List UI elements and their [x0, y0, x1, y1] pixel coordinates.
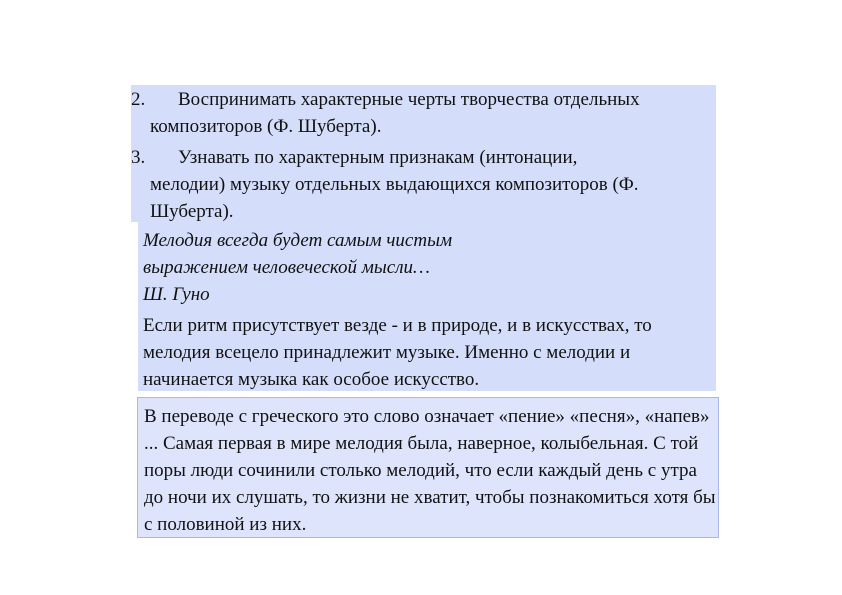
list-item-text-first-line: Воспринимать характерные черты творчества отдельных [178, 89, 640, 110]
list-item-text-continuation: мелодии) музыку отдельных выдающихся композиторов (Ф. Шуберта). [150, 174, 639, 222]
list-number: 2. [131, 89, 146, 110]
list-item-text-continuation: композиторов (Ф. Шуберта). [150, 116, 382, 137]
list-number: 3. [131, 147, 146, 168]
quote-section [138, 222, 716, 391]
melody-paragraph: Если ритм присутствует везде - и в природе, и в искусствах, то мелодия всецело принадлежит музыке. Именно с мелодии и начинается музыка как особое искусство. [143, 315, 652, 390]
objectives-list [131, 85, 716, 222]
epigraph-quote [143, 227, 452, 308]
etymology-text: В переводе с греческого это слово означает «пение» «песня», «напев» ... Самая первая в мире мелодия была, наверное, колыбельная. С той поры люди сочинили столько мелодий, что если каждый день с утра до ночи их слушать, то жизни не хватит, чтобы познакомиться хотя бы с половиной из них. [144, 406, 716, 535]
quote-line: выражением человеческой мысли… [143, 257, 430, 278]
quote-line: Мелодия всегда будет самым чистым [143, 230, 453, 251]
etymology-box [137, 397, 719, 538]
quote-author: Ш. Гуно [143, 284, 210, 305]
list-item-text-first-line: Узнавать по характерным признакам (интонации, [178, 147, 578, 168]
